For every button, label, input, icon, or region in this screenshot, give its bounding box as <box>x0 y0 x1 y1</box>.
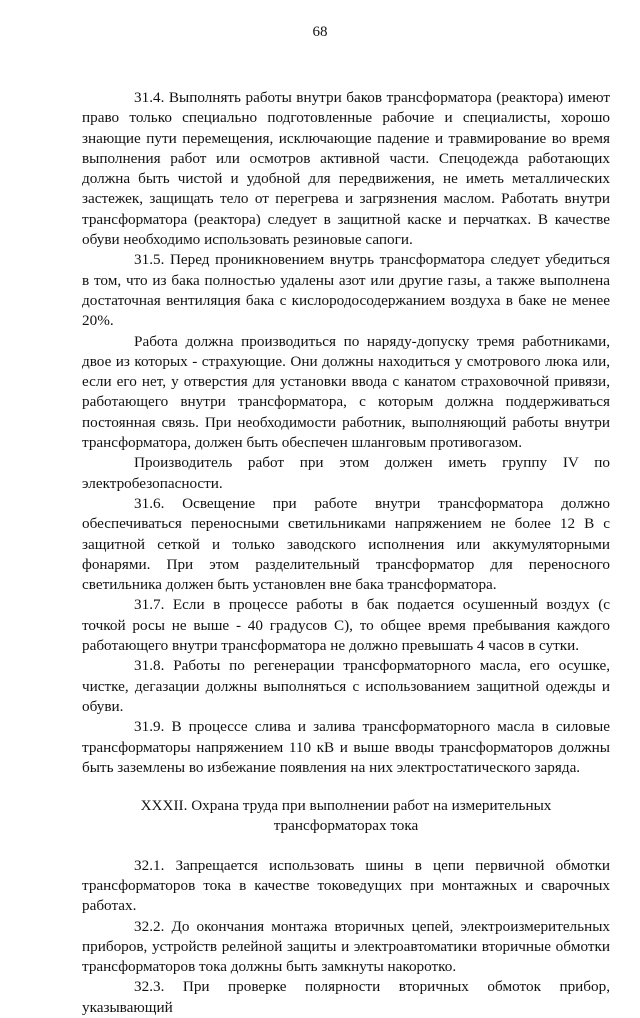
section-heading-xxxii <box>82 796 610 837</box>
document-body <box>82 88 610 1018</box>
paragraph-31-5: 31.5. Перед проникновением внутрь трансформатора следует убедиться в том, что из бака полностью удалены азот или другие газы, а также выполнена достаточная вентиляция бака с кислородосодержанием воздуха в баке не менее 20%. <box>82 251 610 330</box>
paragraph-32-2: 32.2. До окончания монтажа вторичных цепей, электроизмерительных приборов, устройств релейной защиты и электроавтоматики вторичные обмотки трансформаторов тока должны быть замкнуты накоротко. <box>82 917 610 976</box>
paragraph-31-8: 31.8. Работы по регенерации трансформаторного масла, его осушке, чистке, дегазации должны выполняться с использованием защитной одежды и обуви. <box>82 657 610 715</box>
paragraph-work-permit: Работа должна производиться по наряду-допуску тремя работниками, двое из которых - страхующие. Они должны находиться у смотрового люка или, если его нет, у отверстия для установки ввода с канатом страховочной привязи, работающего внутри трансформатора, с которым должна поддерживаться постоянная связь. При необходимости работник, выполняющий работы внутри трансформатора, должен быть обеспечен шланговым противогазом. <box>82 332 610 452</box>
paragraph-31-9: 31.9. В процессе слива и залива трансформаторного масла в силовые трансформаторы напряжением 110 кВ и выше вводы трансформаторов должны быть заземлены во избежание появления на них электростатического заряда. <box>82 718 610 776</box>
paragraph-work-manager-group: Производитель работ при этом должен иметь группу IV по электробезопасности. <box>82 454 610 492</box>
paragraph-31-6: 31.6. Освещение при работе внутри трансформатора должно обеспечиваться переносными светильниками напряжением не более 12 В с защитной сеткой и только заводского исполнения или аккумуляторными фонарями. При этом разделительный трансформатор для переносного светильника должен быть установлен вне бака трансформатора. <box>82 494 610 594</box>
paragraph-32-3: 32.3. При проверке полярности вторичных обмоток прибор, указывающий <box>82 978 610 1016</box>
page-number: 68 <box>312 24 328 40</box>
section-heading-line-1: XXXII. Охрана труда при выполнении работ на измерительных <box>140 797 552 815</box>
paragraph-32-1: 32.1. Запрещается использовать шины в цепи первичной обмотки трансформаторов тока в качестве токоведущих при монтажных и сварочных работах. <box>82 856 610 915</box>
section-heading-line-2: трансформаторах тока <box>273 817 419 835</box>
paragraph-31-4: 31.4. Выполнять работы внутри баков трансформатора (реактора) имеют право только специально подготовленные рабочие и специалисты, хорошо знающие пути перемещения, исключающие падение и травмирование во время выполнения работ или осмотров активной части. Спецодежда работающих должна быть чистой и удобной для передвижения, не иметь металлических застежек, защищать тело от перегрева и загрязнения маслом. Работать внутри трансформатора (реактора) следует в защитной каске и перчатках. В качестве обуви необходимо использовать резиновые сапоги. <box>82 89 610 249</box>
paragraph-31-7: 31.7. Если в процессе работы в бак подается осушенный воздух (с точкой росы не выше - 40 градусов С), то общее время пребывания каждого работающего внутри трансформатора не должно превышать 4 часов в сутки. <box>82 596 610 655</box>
